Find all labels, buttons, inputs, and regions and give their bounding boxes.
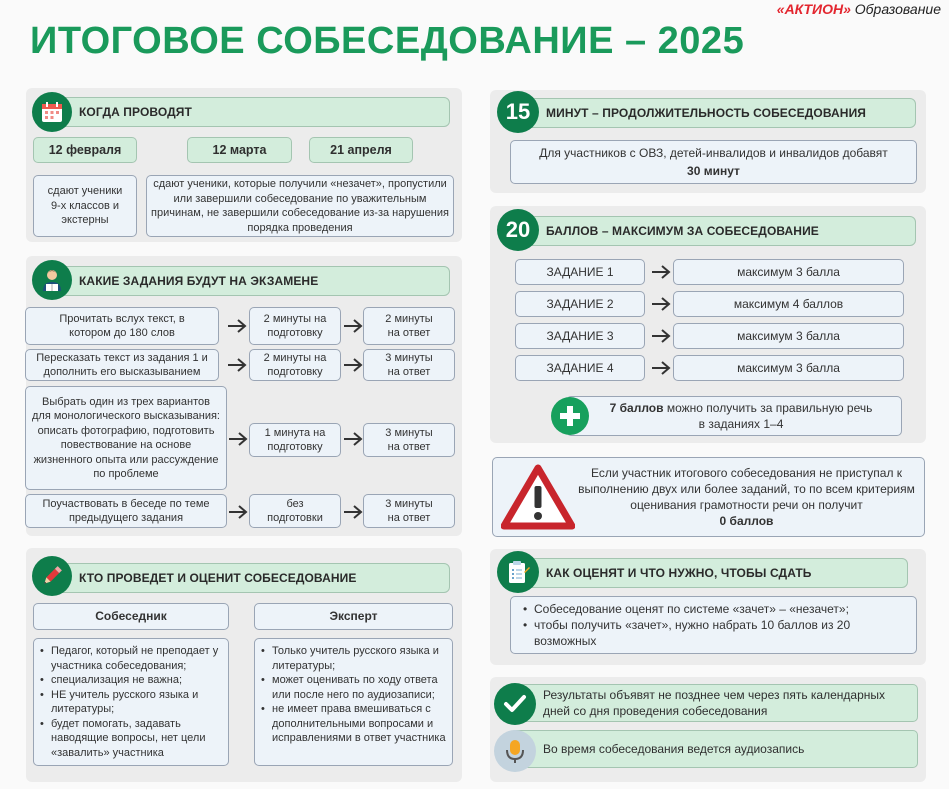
points-task-4: ЗАДАНИЕ 4	[515, 355, 645, 381]
task-3-answer: 3 минуты на ответ	[363, 423, 455, 457]
duration-note-box	[510, 140, 917, 184]
who-header	[52, 563, 450, 593]
pencil-icon-circle	[32, 556, 72, 596]
grading-heading: КАК ОЦЕНЯТ И ЧТО НУЖНО, ЧТОБЫ СДАТЬ	[546, 566, 812, 580]
points-max-2: максимум 4 баллов	[673, 291, 904, 317]
expert-list-box	[254, 638, 453, 766]
points-heading: БАЛЛОВ – МАКСИМУМ ЗА СОБЕСЕДОВАНИЕ	[546, 224, 819, 238]
list-item: • Собеседование оценят по системе «зачет» – «незачет»;	[523, 601, 853, 617]
points-header	[516, 216, 916, 246]
microphone-icon	[503, 738, 527, 764]
arrow-icon	[227, 358, 247, 372]
clipboard-icon	[505, 559, 531, 585]
list-item: • специализация не важна;	[40, 673, 222, 688]
when-heading: КОГДА ПРОВОДЯТ	[79, 105, 192, 119]
duration-header	[516, 98, 916, 128]
reading-icon-circle	[32, 260, 72, 300]
results-box	[510, 684, 918, 722]
calendar-icon	[40, 100, 64, 124]
tasks-heading: КАКИЕ ЗАДАНИЯ БУДУТ НА ЭКЗАМЕНЕ	[79, 274, 319, 288]
task-1-answer: 2 минуты на ответ	[363, 307, 455, 345]
task-1-text: Прочитать вслух текст, в котором до 180 слов	[25, 307, 219, 345]
when-note-retake: сдают ученики, которые получили «незачет», пропустили или завершили собеседование по уважительным причинам, не завершили собеседование из-за нарушения порядка проведения	[146, 175, 454, 237]
when-header	[52, 97, 450, 127]
task-4-text: Поучаствовать в беседе по теме предыдущего задания	[25, 494, 227, 528]
task-3-prep: 1 минута на подготовку	[249, 423, 341, 457]
duration-note-bold: 30 минут	[687, 164, 740, 178]
calendar-icon-circle	[32, 92, 72, 132]
grading-list-box	[510, 596, 917, 654]
list-item: • будет помогать, задавать наводящие вопросы, нет цели «завалить» участника	[40, 717, 222, 761]
brand-suffix: Образование	[854, 1, 941, 17]
brand-logo	[777, 1, 941, 17]
expert-list	[261, 644, 446, 746]
duration-note: Для участников с ОВЗ, детей-инвалидов и инвалидов добавят	[539, 146, 888, 160]
checkmark-icon-circle	[494, 683, 536, 725]
list-item: • не имеет права вмешиваться с дополнительными вопросами и исправлениями в ответ участника	[261, 702, 446, 746]
list-item: • чтобы получить «зачет», нужно набрать 10 баллов из 20 возможных	[523, 617, 853, 649]
date-1: 12 февраля	[33, 137, 137, 163]
task-4-prep: без подготовки	[249, 494, 341, 528]
pencil-icon	[40, 564, 64, 588]
grading-header	[516, 558, 908, 588]
reading-student-icon	[39, 267, 65, 293]
arrow-icon	[343, 505, 363, 519]
task-2-answer: 3 минуты на ответ	[363, 349, 455, 381]
points-max-1: максимум 3 балла	[673, 259, 904, 285]
brand-name: «АКТИОН»	[776, 1, 851, 17]
bonus-line-1	[610, 400, 873, 416]
warning-text: Если участник итогового собеседования не приступал к выполнению двух или более заданий, то по всем критериям оценивания грамотности речи он получит	[578, 466, 915, 512]
task-2-text: Пересказать текст из задания 1 и дополнить его высказыванием	[25, 349, 219, 381]
audio-box	[510, 730, 918, 768]
grading-list	[523, 601, 853, 649]
list-item: • Педагог, который не преподает у участника собеседования;	[40, 644, 222, 673]
plus-icon-circle	[551, 397, 589, 435]
arrow-icon	[227, 319, 247, 333]
points-number-circle	[497, 209, 539, 251]
arrow-icon	[228, 432, 248, 446]
bonus-bold: 7 баллов	[609, 401, 664, 415]
who-heading: КТО ПРОВЕДЕТ И ОЦЕНИТ СОБЕСЕДОВАНИЕ	[79, 571, 357, 585]
arrow-icon	[651, 329, 671, 343]
arrow-icon	[343, 432, 363, 446]
arrow-icon	[228, 505, 248, 519]
duration-heading: МИНУТ – ПРОДОЛЖИТЕЛЬНОСТЬ СОБЕСЕДОВАНИЯ	[546, 106, 867, 120]
checkmark-icon	[502, 691, 528, 717]
bonus-line-2: в заданиях 1–4	[698, 417, 784, 431]
list-item: • может оценивать по ходу ответа или после него по аудиозаписи;	[261, 673, 446, 702]
duration-number-circle	[497, 91, 539, 133]
warning-text-block	[575, 465, 916, 529]
list-item: • Только учитель русского языка и литературы;	[261, 644, 446, 673]
interlocutor-list-box	[33, 638, 229, 766]
points-task-3: ЗАДАНИЕ 3	[515, 323, 645, 349]
interlocutor-list	[40, 644, 222, 760]
date-2: 12 марта	[187, 137, 292, 163]
points-number: 20	[505, 217, 531, 242]
task-1-prep: 2 минуты на подготовку	[249, 307, 341, 345]
microphone-icon-circle	[494, 730, 536, 772]
warning-bold: 0 баллов	[719, 514, 774, 528]
task-3-text: Выбрать один из трех вариантов для монологического высказывания: описать фотографию, подготовить повествование на основе жизненного опыта или рассуждение по проблеме	[25, 386, 227, 490]
list-item: • НЕ учитель русского языка и литературы;	[40, 688, 222, 717]
arrow-icon	[651, 361, 671, 375]
duration-number: 15	[505, 99, 531, 124]
warning-icon	[501, 464, 575, 530]
arrow-icon	[343, 319, 363, 333]
audio-text: Во время собеседования ведется аудиозапись	[543, 742, 805, 756]
plus-icon	[559, 405, 581, 427]
points-max-4: максимум 3 балла	[673, 355, 904, 381]
points-max-3: максимум 3 балла	[673, 323, 904, 349]
interlocutor-title: Собеседник	[33, 603, 229, 630]
page-title: ИТОГОВОЕ СОБЕСЕДОВАНИЕ – 2025	[30, 20, 745, 62]
warning-box	[492, 457, 925, 537]
points-task-2: ЗАДАНИЕ 2	[515, 291, 645, 317]
bonus-text: можно получить за правильную речь	[663, 401, 873, 415]
points-task-1: ЗАДАНИЕ 1	[515, 259, 645, 285]
date-3: 21 апреля	[309, 137, 413, 163]
clipboard-icon-circle	[497, 551, 539, 593]
results-text: Результаты объявят не позднее чем через пять календарных дней со дня проведения собеседования	[543, 688, 885, 718]
arrow-icon	[651, 297, 671, 311]
expert-title: Эксперт	[254, 603, 453, 630]
arrow-icon	[651, 265, 671, 279]
arrow-icon	[343, 358, 363, 372]
bonus-box	[566, 396, 902, 436]
task-2-prep: 2 минуты на подготовку	[249, 349, 341, 381]
task-4-answer: 3 минуты на ответ	[363, 494, 455, 528]
when-note-first: сдают ученики 9-х классов и экстерны	[33, 175, 137, 237]
tasks-header	[52, 266, 450, 296]
